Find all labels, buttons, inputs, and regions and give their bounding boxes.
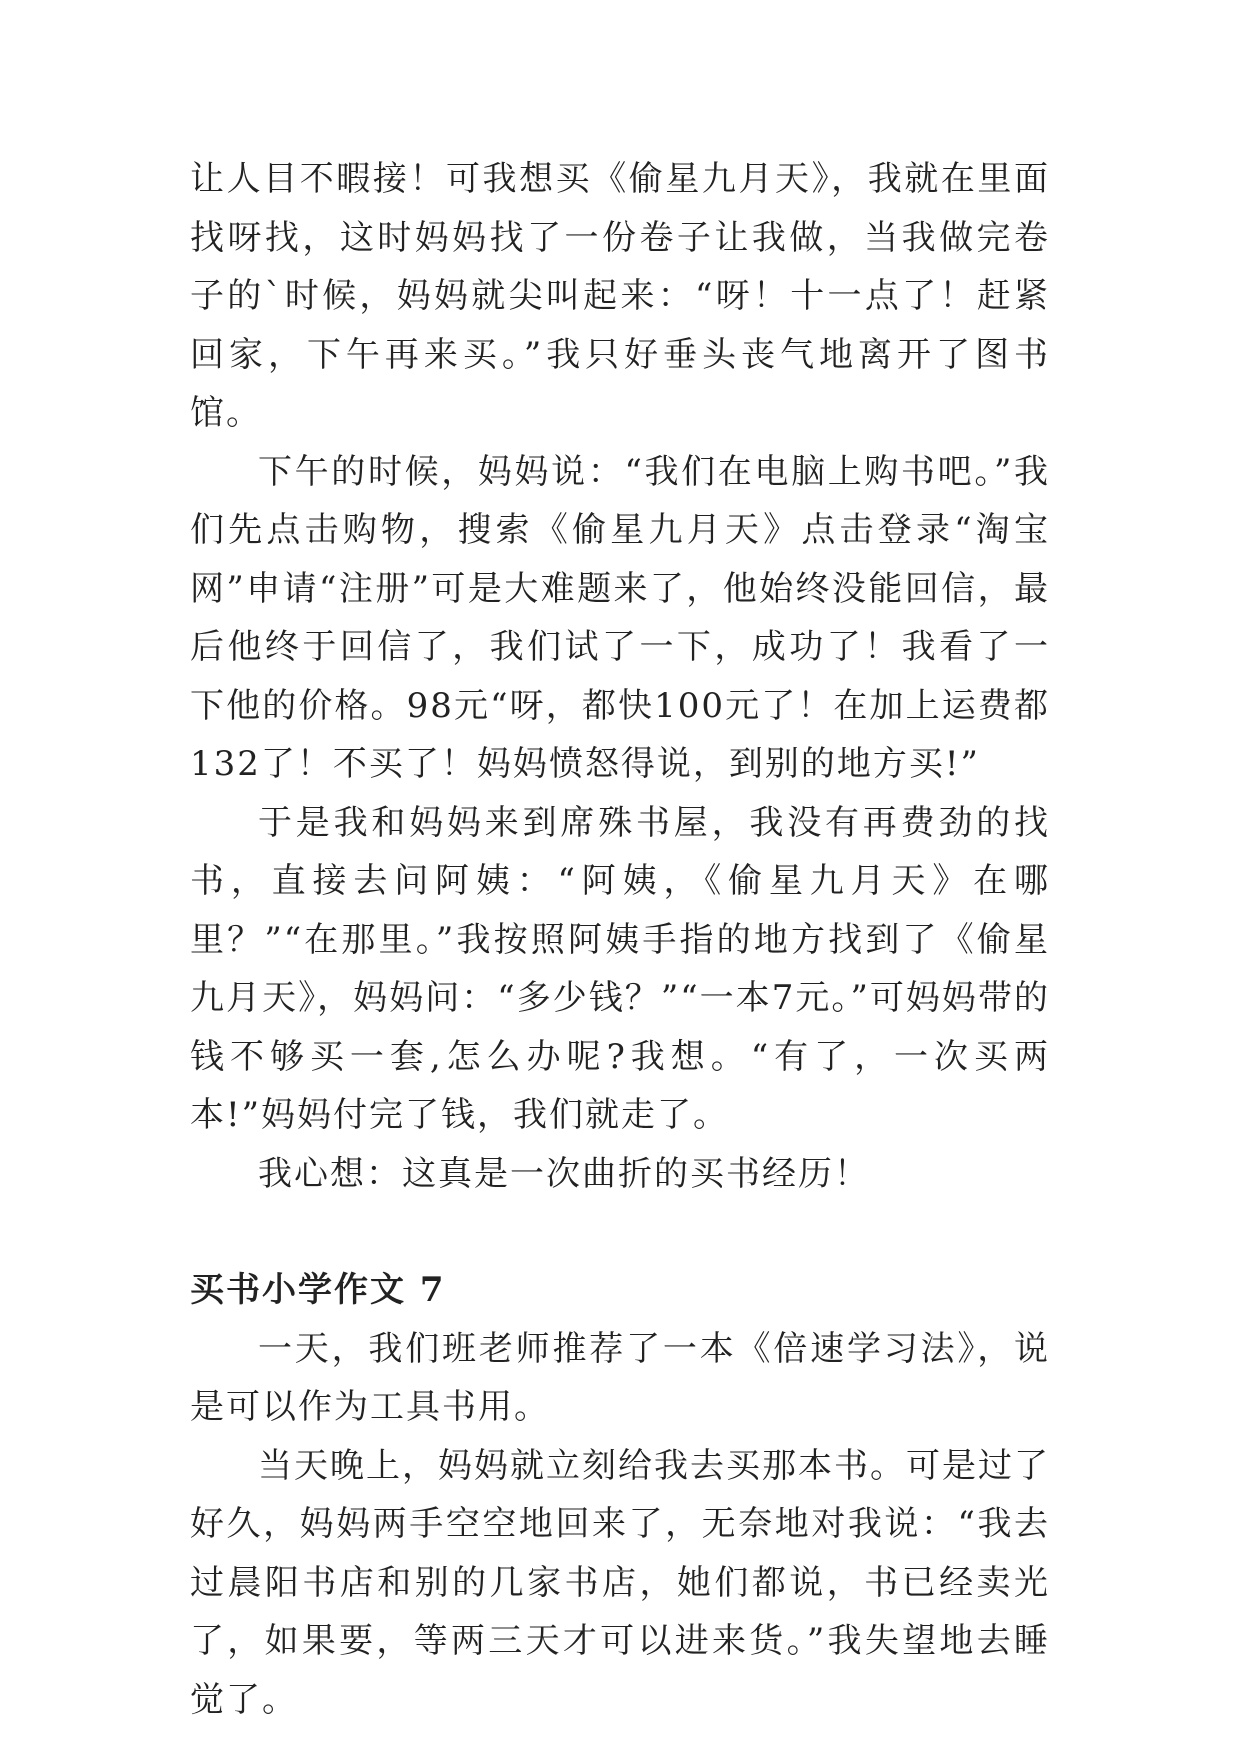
paragraph-5: 一天，我们班老师推荐了一本《倍速学习法》，说是可以作为工具书用。: [190, 1328, 1050, 1427]
paragraph-6: 当天晚上，妈妈就立刻给我去买那本书。可是过了好久，妈妈两手空空地回来了，无奈地对我说：“我去过晨阳书店和别的几家书店，她们都说，书已经卖光了，如果要，等两三天才可以进来货。”我失望地去睡觉了。: [190, 1445, 1050, 1720]
document-page: [190, 150, 1050, 1729]
paragraph-3: 于是我和妈妈来到席殊书屋，我没有再费劲的找书，直接去问阿姨：“阿姨，《偷星九月天》在哪里？”“在那里。”我按照阿姨手指的地方找到了《偷星九月天》，妈妈问：“多少钱？”“一本7元。”可妈妈带的钱不够买一套,怎么办呢?我想。“有了，一次买两本!”妈妈付完了钱，我们就走了。: [190, 802, 1050, 1135]
paragraph-1: 让人目不暇接！可我想买《偷星九月天》，我就在里面找呀找，这时妈妈找了一份卷子让我做，当我做完卷子的`时候，妈妈就尖叫起来：“呀！十一点了！赶紧回家，下午再来买。”我只好垂头丧气地离开了图书馆。: [190, 159, 1050, 433]
section-title: 买书小学作文 7: [190, 1270, 446, 1310]
paragraph-2: 下午的时候，妈妈说：“我们在电脑上购书吧。”我们先点击购物，搜索《偷星九月天》点击登录“淘宝网”申请“注册”可是大难题来了，他始终没能回信，最后他终于回信了，我们试了一下，成功了！我看了一下他的价格。98元“呀，都快100元了！在加上运费都132了！不买了！妈妈愤怒得说，到别的地方买!”: [190, 451, 1050, 784]
paragraph-4: 我心想：这真是一次曲折的买书经历！: [258, 1153, 870, 1194]
